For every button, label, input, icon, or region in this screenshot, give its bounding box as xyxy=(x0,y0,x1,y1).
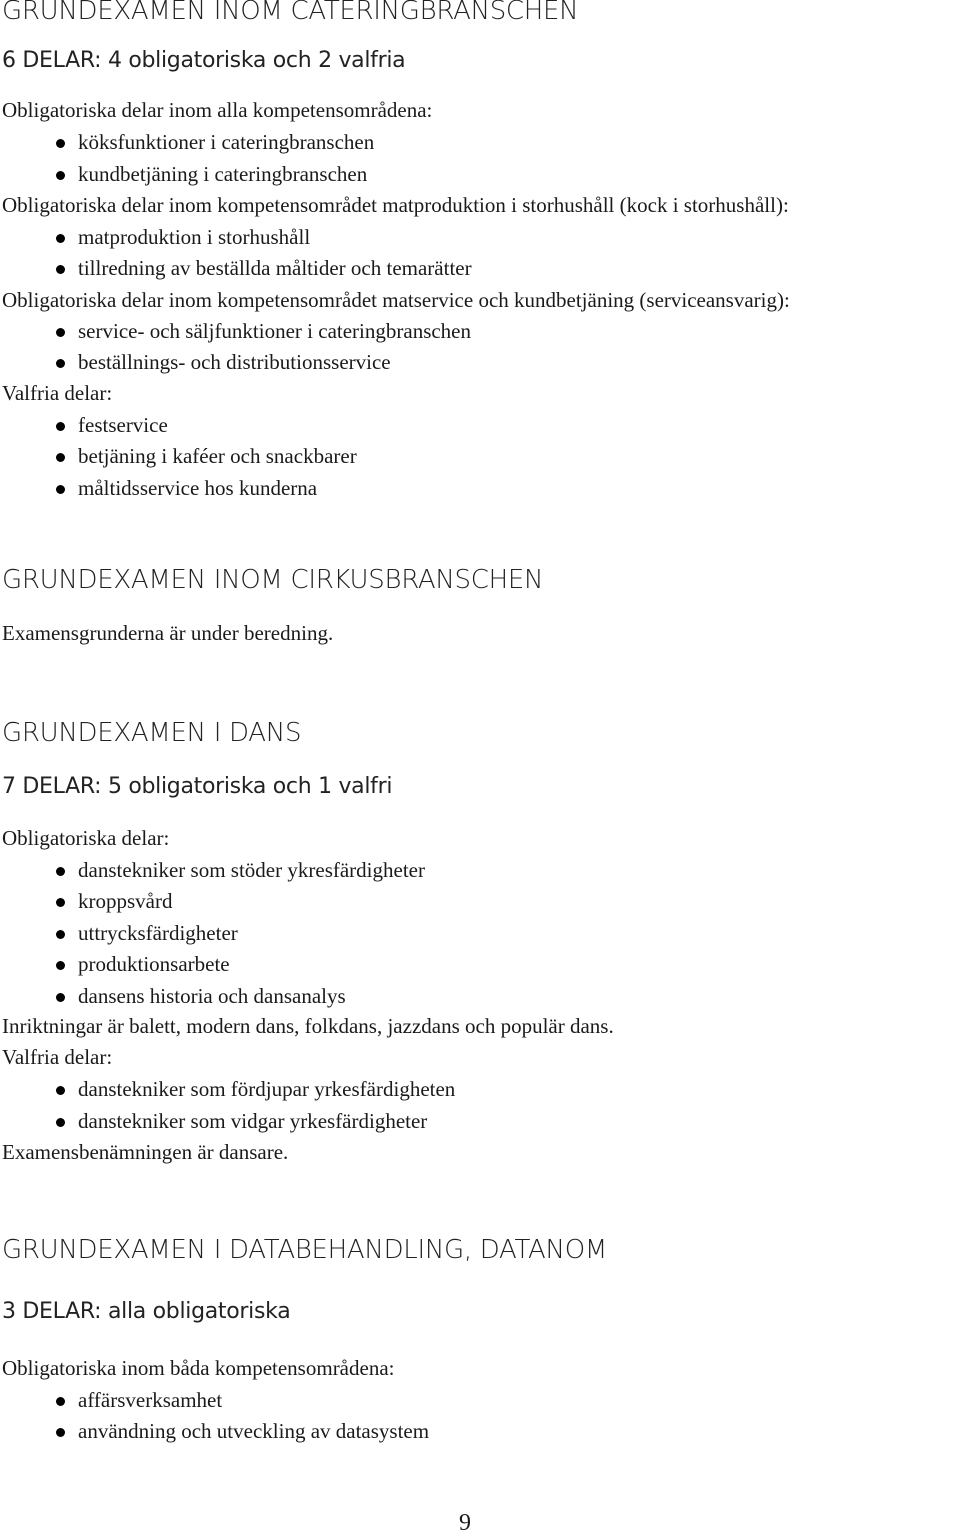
catering-parts: 6 DELAR: 4 obligatoriska och 2 valfria xyxy=(2,48,406,73)
list-item: betjäning i kaféer och snackbarer xyxy=(78,444,357,468)
page-number: 9 xyxy=(459,1510,471,1536)
list-item: kroppsvård xyxy=(78,889,173,913)
list-item: kundbetjäning i cateringbranschen xyxy=(78,162,368,186)
catering-intro-food: Obligatoriska delar inom kompetensområdet matproduktion i storhushåll (kock i storhushåll): xyxy=(2,193,789,217)
list-item: tillredning av beställda måltider och temarätter xyxy=(78,256,472,280)
list-item: danstekniker som stöder ykresfärdigheter xyxy=(78,858,425,882)
circus-title: GRUNDEXAMEN INOM CIRKUSBRANSCHEN xyxy=(2,565,544,595)
dance-degree-name: Examensbenämningen är dansare. xyxy=(2,1140,289,1164)
list-item: köksfunktioner i cateringbranschen xyxy=(78,130,375,154)
dance-intro-optional: Valfria delar: xyxy=(2,1045,113,1069)
list-item: uttrycksfärdigheter xyxy=(78,921,238,945)
catering-intro-all: Obligatoriska delar inom alla kompetensområdena: xyxy=(2,98,433,122)
dance-directions: Inriktningar är balett, modern dans, folkdans, jazzdans och populär dans. xyxy=(2,1014,614,1038)
catering-title: GRUNDEXAMEN INOM CATERINGBRANSCHEN xyxy=(2,0,579,26)
dance-intro-mandatory: Obligatoriska delar: xyxy=(2,826,170,850)
list-item: beställnings- och distributionsservice xyxy=(78,350,391,374)
dance-parts: 7 DELAR: 5 obligatoriska och 1 valfri xyxy=(2,774,393,799)
list-item: festservice xyxy=(78,413,168,437)
data-parts: 3 DELAR: alla obligatoriska xyxy=(2,1299,291,1324)
list-item: affärsverksamhet xyxy=(78,1388,223,1412)
list-item: måltidsservice hos kunderna xyxy=(78,476,318,500)
catering-intro-optional: Valfria delar: xyxy=(2,381,113,405)
list-item: dansens historia och dansanalys xyxy=(78,984,346,1008)
list-item: service- och säljfunktioner i cateringbranschen xyxy=(78,319,472,343)
list-item: matproduktion i storhushåll xyxy=(78,225,311,249)
list-item: användning och utveckling av datasystem xyxy=(78,1419,430,1443)
data-title: GRUNDEXAMEN I DATABEHANDLING, DATANOM xyxy=(2,1235,607,1265)
circus-note: Examensgrunderna är under beredning. xyxy=(2,621,334,645)
list-item: produktionsarbete xyxy=(78,952,230,976)
catering-intro-service: Obligatoriska delar inom kompetensområdet matservice och kundbetjäning (serviceansvarig): xyxy=(2,288,790,312)
dance-title: GRUNDEXAMEN I DANS xyxy=(2,718,302,748)
list-item: danstekniker som fördjupar yrkesfärdigheten xyxy=(78,1077,456,1101)
list-item: danstekniker som vidgar yrkesfärdigheter xyxy=(78,1109,428,1133)
data-intro-mandatory: Obligatoriska inom båda kompetensområdena: xyxy=(2,1356,395,1380)
